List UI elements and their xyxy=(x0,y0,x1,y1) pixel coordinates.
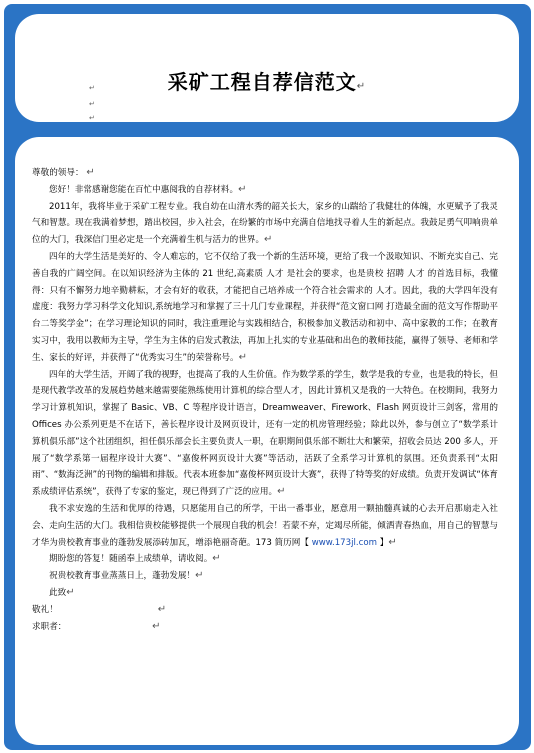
paragraph: 四年的大学生活是美好的、令人难忘的，它不仅给了我一个新的生活环境，更给了我一个汲取知识、不断充实自己、完善自我的广阔空间。在以知识经济为主体的 21 世纪,高素质 人才 是社会的要求，也是贵校 招聘 人才 的首选目标，我懂得：只有不懈努力地辛勤耕耘，才会有好的收获，才能把自己培养成一个符合社会需求的 人才。因此，我的大学四年没有虚度：我努力学习科学文化知识,系统地学习和掌握了三十几门专业课程，并获得“范文窗口网 打造最全面的范文写作帮助平台二等奖学金”；在学习理论知识的同时，我注重理论与实践相结合，积极参加义教活动和初中、高中家教的工作；在教育实习中，我用以教师为主导，学生为主体的启发式教法，再加上扎实的专业基础和出色的教师技能，赢得了领导、老师和学生、家长的好评，并获得了“优秀实习生”的荣誉称号。↵ xyxy=(32,251,498,363)
closing-line: 敬礼！ ↵ xyxy=(32,603,167,615)
signature-line: 求职者： ↵ xyxy=(32,620,161,632)
paragraph: 期盼您的答复！随函奉上成绩单，请收阅。↵ xyxy=(49,553,221,565)
paragraph-mark-icon: ↵ xyxy=(89,84,95,92)
paragraph: 祝贵校教育事业蒸蒸日上，蓬勃发展！↵ xyxy=(49,570,204,582)
salutation: 尊敬的领导： ↵ xyxy=(32,167,95,178)
closing-line: 此致↵ xyxy=(49,586,75,598)
letter-body xyxy=(32,165,498,635)
paragraph-mark-icon: ↵ xyxy=(89,100,95,108)
paragraph-mark-icon: ↵ xyxy=(356,81,367,92)
title-panel xyxy=(15,14,519,122)
paragraph: 2011年，我将毕业于采矿工程专业。我自幼在山清水秀的韶关长大，家乡的山踹给了我健壮的体魄，水更赋予了我灵气和智慧。现在我满着梦想，踏出校园，步入社会，在纷繁的市场中充满自信地找寻着人生的新起点。我鼓足勇气叩响贵单位的大门，我深信门里必定是一个充满着生机与活力的世界。↵ xyxy=(32,201,498,246)
page-title: 采矿工程自荐信范文 xyxy=(167,70,357,94)
paragraph: 我不求安逸的生活和优厚的待遇，只愿能用自己的所学，干出一番事业，愿意用一颗抽髓真诚的心去开启那扇走入社会、走向生活的大门。我相信贵校能够提供一个展现自我的机会！若蒙不弃，定竭尽所能，倾洒青春热血，用自己的智慧与才华为贵校教育事业的蓬勃发展添砖加瓦，增添艳丽奇葩。173 简历网【 www.173jl.com 】↵ xyxy=(32,503,498,548)
paragraph: 四年的大学生活，开阔了我的视野，也提高了我的人生价值。作为数学系的学生，数学是我的专业，也是我的特长，但是现代教学改革的发展趋势越来越需要能熟练使用计算机的综合型人才，因此计算机又是我的一大特色。在校期间，我努力学习计算机知识，掌握了 Basic、VB、C 等程序设计语言，Dreamweaver、Firework、Flash 网页设计三剑客，常用的 Offices 办公系列更是不在话下，善长程序设计及网页设计，还有一定的机房管理经验；除此以外，参与创立了“数学系计算机俱乐部”这个社团组织，担任俱乐部会长主要负责人一职，在职期间俱乐部不断壮大和繁荣，招收会员达 200 多人，开展了“数学系第一届程序设计大赛”、“嘉俊杯网页设计大赛”等活动，活跃了全系学习计算机的氛围。还负责系刊“太阳雨”、“数海泛洲”的刊物的编辑和排版。代表本班参加“嘉俊杯网页设计大赛”，获得了特等奖的好成绩。负责开发调试“体育系成绩评估系统”，获得了专家的鉴定，现已得到了广泛的应用。↵ xyxy=(32,369,498,498)
paragraph: 您好！非常感谢您能在百忙中惠阅我的自荐材料。↵ xyxy=(49,183,247,195)
website-link[interactable]: www.173jl.com xyxy=(311,537,377,548)
paragraph-mark-icon: ↵ xyxy=(89,114,95,122)
